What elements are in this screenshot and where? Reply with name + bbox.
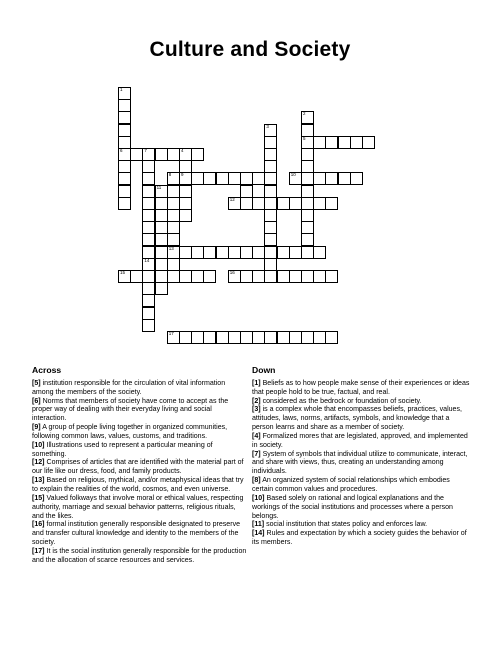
grid-cell[interactable] (179, 331, 192, 344)
down-clue-number: [3] (252, 406, 261, 414)
grid-cell[interactable] (142, 172, 155, 185)
grid-cell[interactable] (191, 172, 204, 185)
grid-cell[interactable] (203, 172, 216, 185)
down-clue-text: Beliefs as to how people make sense of their experiences or ideas that people hold to be true, factual, and real. (252, 379, 470, 396)
grid-cell[interactable] (264, 124, 277, 137)
down-clue-number: [4] (252, 432, 261, 440)
grid-cell[interactable] (118, 197, 131, 210)
grid-cell[interactable] (301, 197, 314, 210)
grid-cell[interactable] (167, 209, 180, 222)
down-clues (252, 366, 472, 548)
cell-number: 4 (181, 148, 184, 153)
across-clue-number: [13] (32, 477, 45, 485)
grid-cell[interactable] (142, 197, 155, 210)
grid-cell[interactable] (118, 87, 131, 100)
cell-number: 11 (156, 184, 162, 190)
grid-cell[interactable] (264, 258, 277, 271)
grid-cell[interactable] (167, 221, 180, 234)
across-clue-text: A group of people living together in organized communities, following common laws, values, customs, and traditions. (32, 424, 228, 440)
across-clue (32, 398, 247, 425)
grid-cell[interactable] (301, 136, 314, 149)
grid-cell[interactable] (167, 331, 180, 344)
cell-number: 15 (120, 270, 126, 275)
across-clue-text: Norms that members of society have come to accept as the proper way of dealing with their everyday living and social interaction. (32, 397, 229, 423)
grid-cell[interactable] (155, 185, 168, 198)
grid-cell[interactable] (142, 258, 155, 271)
down-clue (252, 380, 472, 398)
down-clue (252, 406, 472, 433)
grid-cell[interactable] (313, 172, 326, 185)
down-clue-number: [11] (252, 521, 265, 529)
across-clue (32, 459, 247, 477)
cell-number: 14 (144, 257, 150, 263)
grid-cell[interactable] (350, 172, 363, 185)
down-heading: Down (252, 365, 276, 375)
grid-cell[interactable] (313, 197, 326, 210)
down-clue-number: [2] (252, 397, 261, 405)
grid-cell[interactable] (264, 185, 277, 198)
grid-cell[interactable] (118, 148, 131, 161)
grid-cell[interactable] (301, 209, 314, 222)
grid-cell[interactable] (277, 331, 290, 344)
grid-cell[interactable] (301, 331, 314, 344)
across-clue (32, 424, 247, 442)
cell-number: 9 (181, 172, 184, 178)
cell-number: 7 (144, 148, 147, 153)
across-clue (32, 380, 247, 398)
grid-cell[interactable] (252, 270, 265, 283)
grid-cell[interactable] (155, 221, 168, 234)
down-clue-text: System of symbols that individual utilize to communicate, interact, and share with views, thus, creating an understanding among individuals. (252, 450, 468, 476)
grid-cell[interactable] (362, 136, 375, 149)
grid-cell[interactable] (228, 331, 241, 344)
cell-number: 2 (303, 111, 306, 117)
grid-cell[interactable] (142, 221, 155, 234)
grid-cell[interactable] (240, 197, 253, 210)
grid-cell[interactable] (179, 209, 192, 222)
cell-number: 12 (229, 196, 235, 202)
grid-cell[interactable] (167, 270, 180, 283)
grid-cell[interactable] (325, 197, 338, 210)
grid-cell[interactable] (325, 136, 338, 149)
grid-cell[interactable] (301, 185, 314, 198)
down-clue (252, 521, 472, 530)
grid-cell[interactable] (264, 148, 277, 161)
cell-number: 1 (120, 87, 123, 92)
grid-cell[interactable] (301, 221, 314, 234)
grid-cell[interactable] (228, 172, 241, 185)
grid-cell[interactable] (301, 111, 314, 124)
grid-cell[interactable] (301, 233, 314, 246)
down-clue-number: [8] (252, 477, 261, 485)
grid-cell[interactable] (264, 246, 277, 259)
across-clue-text: Comprises of articles that are identified with the material part of our life like our dress, food, and family products. (32, 459, 244, 476)
down-clue-number: [7] (252, 450, 261, 458)
cell-number: 3 (266, 123, 269, 129)
grid-cell[interactable] (301, 160, 314, 173)
down-clue (252, 477, 472, 495)
grid-cell[interactable] (155, 148, 168, 161)
grid-cell[interactable] (240, 270, 253, 283)
cell-number: 8 (168, 172, 172, 178)
grid-cell[interactable] (179, 197, 192, 210)
grid-cell[interactable] (191, 148, 204, 161)
across-clue-text: Valued folkways that involve moral or ethical values, respecting authority, marriage and sexual behavior patterns, religious rituals, and the likes. (32, 494, 244, 520)
across-clue-text: Based on religious, mythical, and/or metaphysical ideas that try to explain the realities of the world, cosmos, and even universe. (32, 477, 244, 493)
across-clue-number: [17] (32, 547, 45, 555)
grid-cell[interactable] (118, 270, 131, 283)
grid-cell[interactable] (264, 136, 277, 149)
grid-cell[interactable] (264, 172, 277, 185)
grid-cell[interactable] (325, 270, 338, 283)
grid-cell[interactable] (142, 246, 155, 259)
grid-cell[interactable] (203, 246, 216, 259)
grid-cell[interactable] (301, 246, 314, 259)
down-clue (252, 433, 472, 451)
grid-cell[interactable] (118, 111, 131, 124)
grid-cell[interactable] (301, 148, 314, 161)
down-clue-text: social institution that states policy and enforces law. (264, 521, 428, 529)
grid-cell[interactable] (240, 172, 253, 185)
grid-cell[interactable] (264, 160, 277, 173)
across-clue (32, 521, 247, 548)
down-clue (252, 451, 472, 478)
grid-cell[interactable] (155, 233, 168, 246)
down-clue (252, 398, 472, 407)
grid-cell[interactable] (264, 270, 277, 283)
grid-cell[interactable] (130, 270, 143, 283)
grid-cell[interactable] (264, 331, 277, 344)
grid-cell[interactable] (155, 270, 168, 283)
down-clue (252, 530, 472, 548)
grid-cell[interactable] (338, 136, 351, 149)
across-clue (32, 442, 247, 460)
grid-cell[interactable] (264, 221, 277, 234)
across-clue-number: [10] (32, 441, 45, 449)
across-clue (32, 548, 247, 566)
grid-cell[interactable] (350, 136, 363, 149)
grid-cell[interactable] (130, 148, 143, 161)
across-clue (32, 495, 247, 522)
grid-cell[interactable] (252, 197, 265, 210)
grid-cell[interactable] (142, 209, 155, 222)
grid-cell[interactable] (142, 233, 155, 246)
across-clues (32, 366, 247, 566)
grid-cell[interactable] (142, 185, 155, 198)
grid-cell[interactable] (228, 246, 241, 259)
grid-cell[interactable] (155, 197, 168, 210)
across-clue-text: Illustrations used to represent a particular meaning of something. (32, 441, 213, 458)
across-heading: Across (32, 365, 62, 375)
grid-cell[interactable] (118, 124, 131, 137)
grid-cell[interactable] (167, 258, 180, 271)
across-clue-number: [9] (32, 424, 41, 432)
grid-cell[interactable] (264, 233, 277, 246)
down-clue-text: is a complex whole that encompasses beliefs, practices, values, attitudes, laws, norms, artifacts, symbols, and knowledge that a person learns and share as a member of society. (252, 406, 462, 432)
down-clue-number: [14] (252, 530, 265, 538)
grid-cell[interactable] (277, 197, 290, 210)
grid-cell[interactable] (252, 331, 265, 344)
grid-cell[interactable] (142, 148, 155, 161)
down-clue-text: Formalized mores that are legislated, approved, and implemented in society. (252, 432, 468, 449)
grid-cell[interactable] (289, 246, 302, 259)
grid-cell[interactable] (179, 246, 192, 259)
grid-cell[interactable] (142, 307, 155, 320)
cell-number: 17 (168, 331, 174, 336)
grid-cell[interactable] (179, 172, 192, 185)
grid-cell[interactable] (118, 185, 131, 198)
down-clue-text: An organized system of social relationships which embodies certain common values and procedures. (252, 477, 450, 493)
grid-cell[interactable] (155, 246, 168, 259)
grid-cell[interactable] (277, 246, 290, 259)
grid-cell[interactable] (313, 246, 326, 259)
across-clue-number: [6] (32, 397, 41, 405)
grid-cell[interactable] (289, 197, 302, 210)
grid-cell[interactable] (240, 331, 253, 344)
cell-number: 16 (229, 270, 235, 275)
grid-cell[interactable] (179, 270, 192, 283)
across-clue-number: [12] (32, 459, 45, 467)
grid-cell[interactable] (240, 246, 253, 259)
grid-cell[interactable] (179, 185, 192, 198)
across-clue-number: [15] (32, 494, 45, 502)
grid-cell[interactable] (228, 270, 241, 283)
grid-cell[interactable] (155, 258, 168, 271)
grid-cell[interactable] (264, 209, 277, 222)
cell-number: 13 (168, 245, 174, 251)
grid-cell[interactable] (167, 197, 180, 210)
down-clue (252, 495, 472, 522)
grid-cell[interactable] (325, 172, 338, 185)
grid-cell[interactable] (179, 160, 192, 173)
grid-cell[interactable] (277, 270, 290, 283)
grid-cell[interactable] (142, 270, 155, 283)
grid-cell[interactable] (142, 160, 155, 173)
grid-cell[interactable] (252, 172, 265, 185)
across-clue-number: [16] (32, 521, 45, 529)
grid-cell[interactable] (301, 124, 314, 137)
grid-cell[interactable] (301, 172, 314, 185)
grid-cell[interactable] (301, 270, 314, 283)
grid-cell[interactable] (338, 172, 351, 185)
down-clue-number: [1] (252, 379, 261, 387)
grid-cell[interactable] (203, 331, 216, 344)
grid-cell[interactable] (142, 319, 155, 332)
grid-cell[interactable] (167, 148, 180, 161)
grid-cell[interactable] (240, 185, 253, 198)
puzzle-title: Culture and Society (149, 38, 351, 61)
grid-cell[interactable] (167, 172, 180, 185)
grid-cell[interactable] (203, 270, 216, 283)
across-clue-text: formal institution generally responsible designated to preserve and transfer cultural knowledge and identity to the members of the society. (32, 521, 241, 547)
grid-cell[interactable] (118, 160, 131, 173)
cell-number: 10 (290, 172, 296, 178)
grid-cell[interactable] (313, 136, 326, 149)
grid-cell[interactable] (228, 197, 241, 210)
grid-cell[interactable] (216, 331, 229, 344)
grid-cell[interactable] (289, 172, 302, 185)
grid-cell[interactable] (191, 246, 204, 259)
grid-cell[interactable] (155, 209, 168, 222)
grid-cell[interactable] (289, 331, 302, 344)
across-clue (32, 477, 247, 495)
across-clue-text: institution responsible for the circulation of vital information among the members of the society. (32, 379, 226, 396)
grid-cell[interactable] (191, 270, 204, 283)
grid-cell[interactable] (118, 99, 131, 112)
grid-cell[interactable] (142, 294, 155, 307)
grid-cell[interactable] (313, 270, 326, 283)
grid-cell[interactable] (167, 185, 180, 198)
grid-cell[interactable] (216, 172, 229, 185)
grid-cell[interactable] (191, 331, 204, 344)
grid-cell[interactable] (179, 148, 192, 161)
cell-number: 5 (303, 135, 306, 141)
across-clue-number: [5] (32, 379, 41, 387)
grid-cell[interactable] (155, 282, 168, 295)
grid-cell[interactable] (252, 246, 265, 259)
grid-cell[interactable] (325, 331, 338, 344)
grid-cell[interactable] (216, 246, 229, 259)
down-clue-number: [10] (252, 494, 265, 502)
grid-cell[interactable] (167, 246, 180, 259)
grid-cell[interactable] (118, 136, 131, 149)
cell-number: 6 (120, 148, 123, 153)
grid-cell[interactable] (313, 331, 326, 344)
grid-cell[interactable] (142, 282, 155, 295)
grid-cell[interactable] (264, 197, 277, 210)
grid-cell[interactable] (118, 172, 131, 185)
down-clue-text: Rules and expectation by which a society guides the behavior of its members. (252, 530, 467, 547)
grid-cell[interactable] (167, 233, 180, 246)
down-clue-text: considered as the bedrock or foundation of society. (260, 397, 422, 405)
across-clue-text: It is the social institution generally responsible for the production and the allocation of scarce resources and services. (32, 547, 247, 564)
grid-cell[interactable] (289, 270, 302, 283)
down-clue-text: Based solely on rational and logical explanations and the workings of the social institutions and processes where a person belongs. (252, 494, 453, 520)
